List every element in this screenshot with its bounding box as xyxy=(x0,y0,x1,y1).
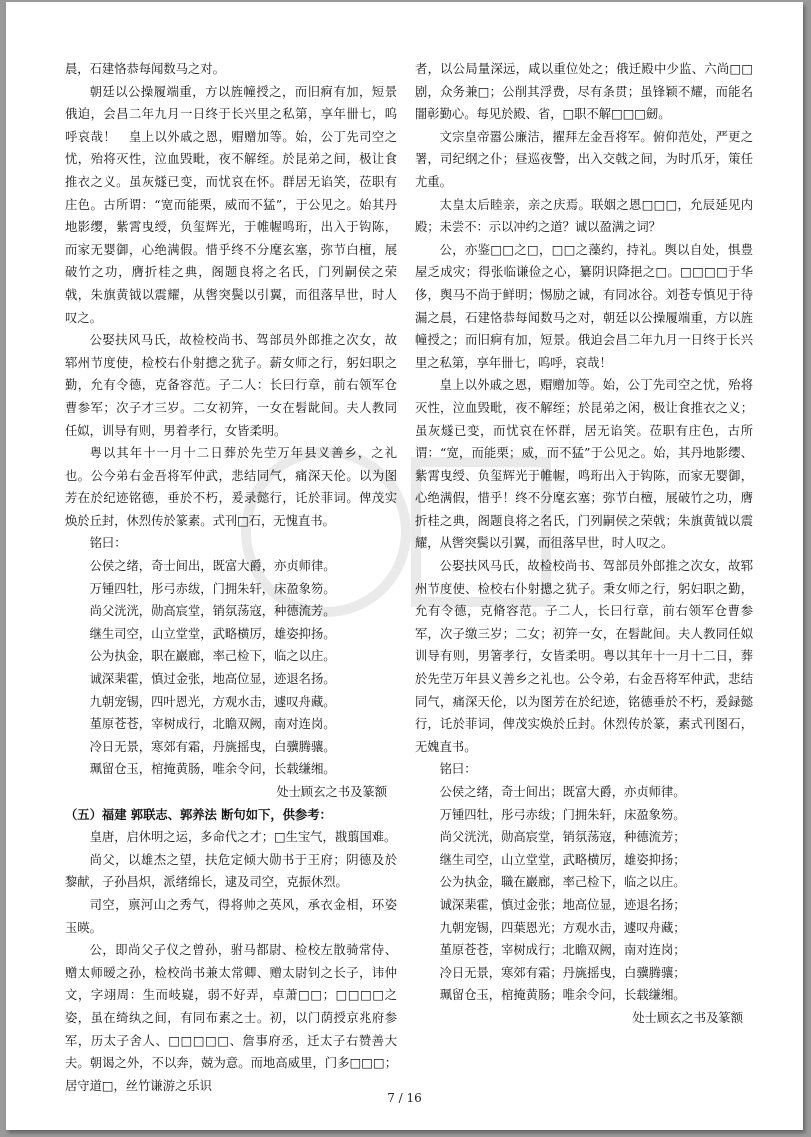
signature-line: 处士顾玄之书及篆额 xyxy=(276,785,387,799)
inscription-label: 铭曰： xyxy=(89,536,127,551)
verse-line: 万锺四牡，彤弓赤绂，门拥朱轩，床盈象笏。 xyxy=(89,581,336,596)
verse-line: 公侯之绪，奇士间出；既富大爵，亦贞师律。 xyxy=(439,785,686,799)
signature-line: 处士顾玄之书及篆额 xyxy=(632,1010,743,1025)
paragraph: 文宗皇帝嚣公廉洁，擢拜左金吾将军。俯仰范处，严更之署，司纪纲之仆；昼巡夜警，出入交戟之间，为时爪牙，策任尤重。 xyxy=(415,129,753,189)
paragraph: 公娶扶风马氏，故检校尚书、驾部员外郎推之次女，故郓州节度使，检校右仆射摠之犹子。薪女师之行，躬妇职之勤，允有令德，克备容范。子二人：长曰行章，前右领军仓曹参军；次子才三岁。二女初笄，一女在髫龀间。夫人教同任姒，训导有则，男着孝行，女皆柔明。 xyxy=(65,333,397,438)
verse-line: 尚父洸洸，勋高宸堂，销氛荡寇，种德流芳； xyxy=(439,830,686,845)
paragraph: 晨，石建恪恭每闻数马之对。 xyxy=(65,62,225,76)
verse-line: 九朝宠锡，四叶恩光，方观水击，遽叹舟藏。 xyxy=(89,694,336,709)
paragraph: 公，亦鉴□□之□，□□之藻约，持礼。舆以自处，惧豊屋乏成灾；得张临谦俭之心，纂阴识降挹之□。□□□□于华侈，舆马不尚于鲜明；惕励之诚，有同冰谷。刘苍专慎见于待漏之晨，石建恪恭每闻数马之对，朝廷以公操履端重，方以旌幢授之；而旧痾有加，短景。俄迫会昌二年九月一日终于长兴里之私第，享年卌七，呜呼，哀哉！ xyxy=(415,242,753,370)
verse-line: 冷日无景，寒郊有霜，丹旐摇曳，白骥腾骧。 xyxy=(89,739,336,754)
paragraph: 公，即尚父子仪之曾孙，驸马都尉、检校左散骑常侍、赠太师暧之孙，检校尚书兼太常卿、赠太尉钊之长子，讳仲文，字翊周：生而岐嶷，弱不好弄，卓萧□□；□□□□之姿，虽在绮纨之间，有同布素之士。初，以门荫授京兆府参军，历太子舍人、□□□□□、詹事府丞，迁太子右赞善大夫。朝谒之外，不以奔，兢为意。而地高威里，门多□□□；居守道□，丝竹谦游之乐识 xyxy=(65,943,397,1093)
paragraph: 者，以公局量深远，咸以重位处之；俄迁殿中少监、六尚□□剧，众务兼□；公削其浮费，尽有条贯；虽锋颖不耀，而能名闇彰勤心。每见於殿、省，□职不解□□□劒。 xyxy=(415,62,753,122)
verse-line: 诚深棐霍，慎过金张；地高位显，迹退名扬； xyxy=(439,897,686,912)
paragraph: 皇唐，启休明之运，多命代之才；□生宝气，戡翦国难。 xyxy=(89,830,397,845)
inscription-label: 铭曰： xyxy=(439,762,477,777)
verse-line: 继生司空，山立堂堂，武略横厉，雄姿抑扬； xyxy=(439,852,686,867)
verse-line: 万锺四牡，彤弓赤绂；门拥朱轩，床盈象笏。 xyxy=(439,807,686,822)
section-heading: （五）福建 郭联志、郭养法 断句如下，供参考： xyxy=(65,807,332,822)
verse-line: 公为执金，職在巖廊，率己检下，临之以庄。 xyxy=(439,875,686,890)
verse-line: 诚深棐霍，慎过金张，地高位显，迹退名扬。 xyxy=(89,672,336,687)
page-number: 7 / 16 xyxy=(387,1091,422,1105)
left-column xyxy=(65,58,397,1097)
verse-line: 公侯之绪，奇士间出，既富大爵，亦贞师律。 xyxy=(89,559,336,574)
verse-line: 尚父洸洸，勋高宸堂，销氛荡寇，种德流芳。 xyxy=(89,604,336,619)
paragraph: 太皇太后睦亲，亲之庆焉。联姻之恩□□□，允辰延见内殿；未尝不：示以冲约之道？诚以盈满之词？ xyxy=(415,197,753,235)
paragraph: 司空，禀河山之秀气，得将帅之英风，承衣金相，环姿玉暎。 xyxy=(65,897,397,935)
verse-line: 堇原苍苍，宰树成行；北瞻双阙，南对连岗； xyxy=(439,943,686,958)
paragraph: 皇上以外戚之恩，赗赠加等。始，公丁先司空之忧，殆将灭性，泣血毁毗，夜不解绖；於昆弟之闲，极让食推衣之义；虽灰燧已变，而忧哀在怀群，居无谄笑。莅职有庄色，古所谓：“宽，而能栗；威，而不猛”于公见之。始，其丹地影缨、紫霄曳绶、负玺辉光于帷幄，鸣珩出入于钩陈，而家无婴御，心绝满假，惜乎！终不分麾玄塞；弥节白檀，展破竹之功，膺折桂之典，阁题良将之名氏，门列嗣侯之荣戟；朱旗黄钺以震耀，从辔突鬓以引翼，而徂落早世，时人叹之。 xyxy=(415,378,753,551)
verse-line: 九朝宠锡，四葉恩光；方观水击，遽叹舟藏； xyxy=(439,920,686,935)
paragraph: 朝廷以公操履端重，方以旌幢授之，而旧痾有加，短景俄迫，会昌二年九月一日终于长兴里之私第，享年卌七，呜呼哀哉！ 皇上以外戚之恩，赗赠加等。始，公丁先司空之忧，殆将灭性，泣血毁毗，夜不解绖。於昆弟之间，极让食推衣之义。虽灰燧已变，而忧哀在怀。群居无谄笑，莅职有庄色。古所谓：“宽而能栗，威而不猛”，于公见之。始其丹地影缨，紫霄曳绶，负玺辉光，于帷幄鸣珩，出入于钩陈，而家无婴御，心绝满假。惜乎终不分麾玄塞，弥节白檀，展破竹之功，膺折桂之典，阁题良将之名氏，门列嗣侯之荣戟，朱旗黄钺以震耀，从辔突鬓以引翼，而徂落早世，时人叹之。 xyxy=(65,84,397,325)
paragraph: 公娶扶风马氏，故检校尚书、驾部员外郎推之次女，故郓州节度使、检校右仆射摠之犹子。秉女师之行，躬妇职之勤，允有令德，克脩容范。子二人，长曰行章，前右领军仓曹参军，次子缴三岁；二女；初笄一女，在髫龀间。夫人教同任姒训导有则，男箸孝行，女皆柔明。粤以其年十一月十二日，葬於先茔万年县义善乡之礼也。公令弟，右金吾将军仲武，悲结同气，痛深天伦，以为图芳在於纪迹，铭德垂於不朽，爰録懿行，讬於菲词，俾茂实焕於丘封。休烈传於篆，素式刊图石，无媿直书。 xyxy=(415,559,753,754)
verse-line: 堇原苍苍，宰树成行，北瞻双阙，南对连岗。 xyxy=(89,717,336,732)
verse-line: 冷日无景，寒郊有霜；丹旐摇曳，白骥腾骧； xyxy=(439,965,686,980)
verse-line: 继生司空，山立堂堂，武略横厉，雄姿抑扬。 xyxy=(89,626,336,641)
verse-line: 珮留仓玉，棺掩黄肠；唯余令问，长载缣缃。 xyxy=(439,988,686,1003)
document-page xyxy=(6,2,803,1130)
verse-line: 公为执金，职在巖廊，率己检下，临之以庄。 xyxy=(89,649,336,664)
right-column xyxy=(415,58,753,1030)
verse-line: 珮留仓玉，棺掩黄肠，唯余令问，长载缣缃。 xyxy=(89,762,336,777)
paragraph: 尚父，以雄杰之望，扶危定倾大勋书于王府；阴德及於黎献，子孙昌炽，派绪绵长，逮及司空，克振休烈。 xyxy=(65,852,397,890)
paragraph: 粤以其年十一月十二日葬於先茔万年县义善乡，之礼也。公今弟右金吾将军仲武，悲结同气，痛深天伦。以为图芳在於纪迹铭德，垂於不朽，爰录懿行，讬於菲词。俾茂实焕於丘封，休烈传於篆素。式刊□石，无愧直书。 xyxy=(65,446,397,528)
